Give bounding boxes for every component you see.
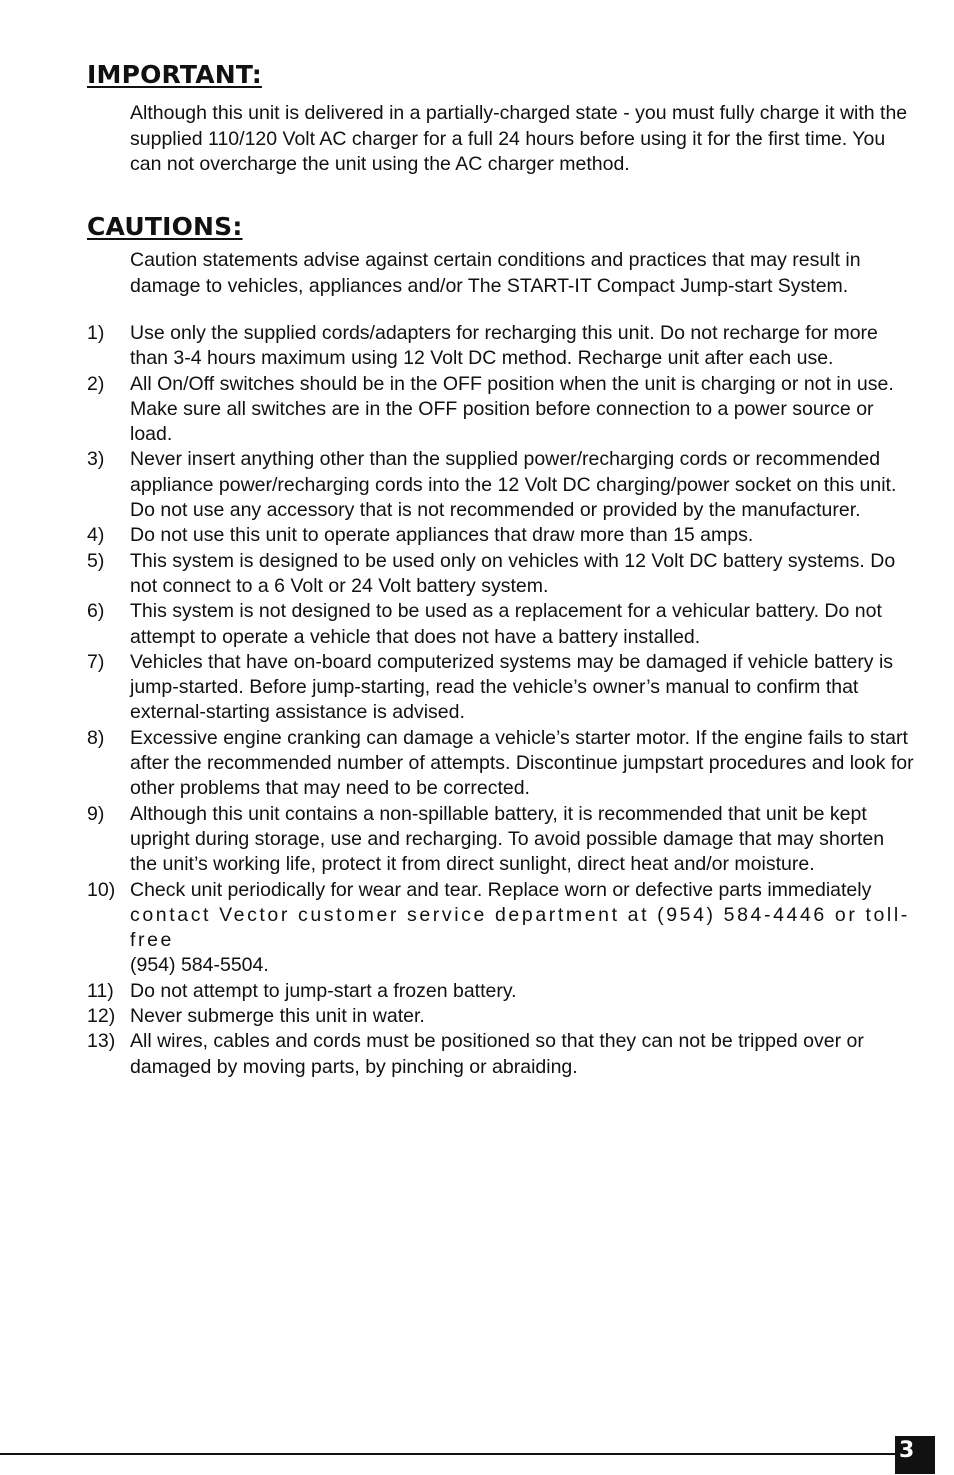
list-item-text: This system is not designed to be used as a replacement for a vehicular battery. Do not attempt to operate a vehicle that does not have a battery installed. xyxy=(130,600,882,648)
list-item-text-line: Check unit periodically for wear and tear. Replace worn or defective parts immediately xyxy=(130,878,872,901)
list-item-text: Never submerge this unit in water. xyxy=(130,1005,425,1028)
list-item-number: 12) xyxy=(87,1005,116,1028)
list-item xyxy=(87,599,915,650)
list-item-text: Do not use this unit to operate appliances that draw more than 15 amps. xyxy=(130,524,754,547)
footer-rule xyxy=(0,1453,895,1455)
list-item xyxy=(87,523,915,548)
list-item-text-line: contact Vector customer service department at (954) 584-4446 or toll-free xyxy=(130,903,910,952)
list-item xyxy=(87,878,915,979)
list-item-text: Use only the supplied cords/adapters for recharging this unit. Do not recharge for more than 3-4 hours maximum using 12 Volt DC method. Recharge unit after each use. xyxy=(130,322,878,370)
list-item-text: Vehicles that have on-board computerized systems may be damaged if vehicle battery is jump-started. Before jump-starting, read the vehicle’s owner’s manual to confirm that external-starting assistance is advised. xyxy=(130,650,894,724)
cautions-heading: CAUTIONS: xyxy=(87,212,243,241)
page-number: 3 xyxy=(895,1436,935,1474)
important-heading: IMPORTANT: xyxy=(87,60,262,89)
list-item-number: 5) xyxy=(87,549,105,572)
list-item xyxy=(87,979,915,1004)
list-item-text xyxy=(130,878,915,979)
list-item-number: 1) xyxy=(87,322,105,344)
list-item-number: 8) xyxy=(87,726,105,749)
list-item xyxy=(87,1029,915,1080)
list-item-text: All wires, cables and cords must be positioned so that they can not be tripped over or damaged by moving parts, by pinching or abraiding. xyxy=(130,1030,864,1078)
list-item-number: 9) xyxy=(87,802,105,825)
list-item xyxy=(87,650,915,726)
list-item-text-line: (954) 584-5504. xyxy=(130,954,269,977)
list-item xyxy=(87,726,915,802)
list-item xyxy=(87,802,915,878)
cautions-list xyxy=(87,321,915,1080)
important-paragraph: Although this unit is delivered in a partially-charged state - you must fully charge it with the supplied 110/120 Volt AC charger for a full 24 hours before using it for the first time. You can not overcharge the unit using the AC charger method. xyxy=(130,102,908,175)
list-item xyxy=(87,549,915,600)
list-item-number: 7) xyxy=(87,650,105,673)
list-item-number: 4) xyxy=(87,524,105,547)
list-item-number: 6) xyxy=(87,600,105,623)
list-item-number: 11) xyxy=(87,979,114,1002)
list-item-number: 3) xyxy=(87,448,105,471)
list-item xyxy=(87,372,915,448)
list-item xyxy=(87,321,915,372)
list-item-number: 10) xyxy=(87,878,116,901)
list-item xyxy=(87,447,915,523)
list-item-text: Excessive engine cranking can damage a vehicle’s starter motor. If the engine fails to start after the recommended number of attempts. Discontinue jumpstart procedures and look for other problems that may need to be corrected. xyxy=(130,726,914,800)
list-item-text: This system is designed to be used only on vehicles with 12 Volt DC battery systems. Do not connect to a 6 Volt or 24 Volt battery system. xyxy=(130,549,896,597)
list-item-number: 2) xyxy=(87,372,105,395)
list-item-text: Do not attempt to jump-start a frozen battery. xyxy=(130,979,517,1002)
list-item xyxy=(87,1004,915,1029)
cautions-intro-paragraph: Caution statements advise against certain conditions and practices that may result in damage to vehicles, appliances and/or The START-IT Compact Jump-start System. xyxy=(130,249,861,297)
list-item-text: Never insert anything other than the supplied power/recharging cords or recommended appliance power/recharging cords into the 12 Volt DC charging/power socket on this unit. Do not use any accessory that is not recommended or provided by the manufacturer. xyxy=(130,448,897,522)
list-item-text: All On/Off switches should be in the OFF position when the unit is charging or not in use. Make sure all switches are in the OFF position before connection to a power source or load. xyxy=(130,372,894,446)
list-item-text: Although this unit contains a non-spillable battery, it is recommended that unit be kept upright during storage, use and recharging. To avoid possible damage that may shorten the unit’s working life, protect it from direct sunlight, direct heat and/or moisture. xyxy=(130,802,885,876)
list-item-number: 13) xyxy=(87,1030,116,1053)
